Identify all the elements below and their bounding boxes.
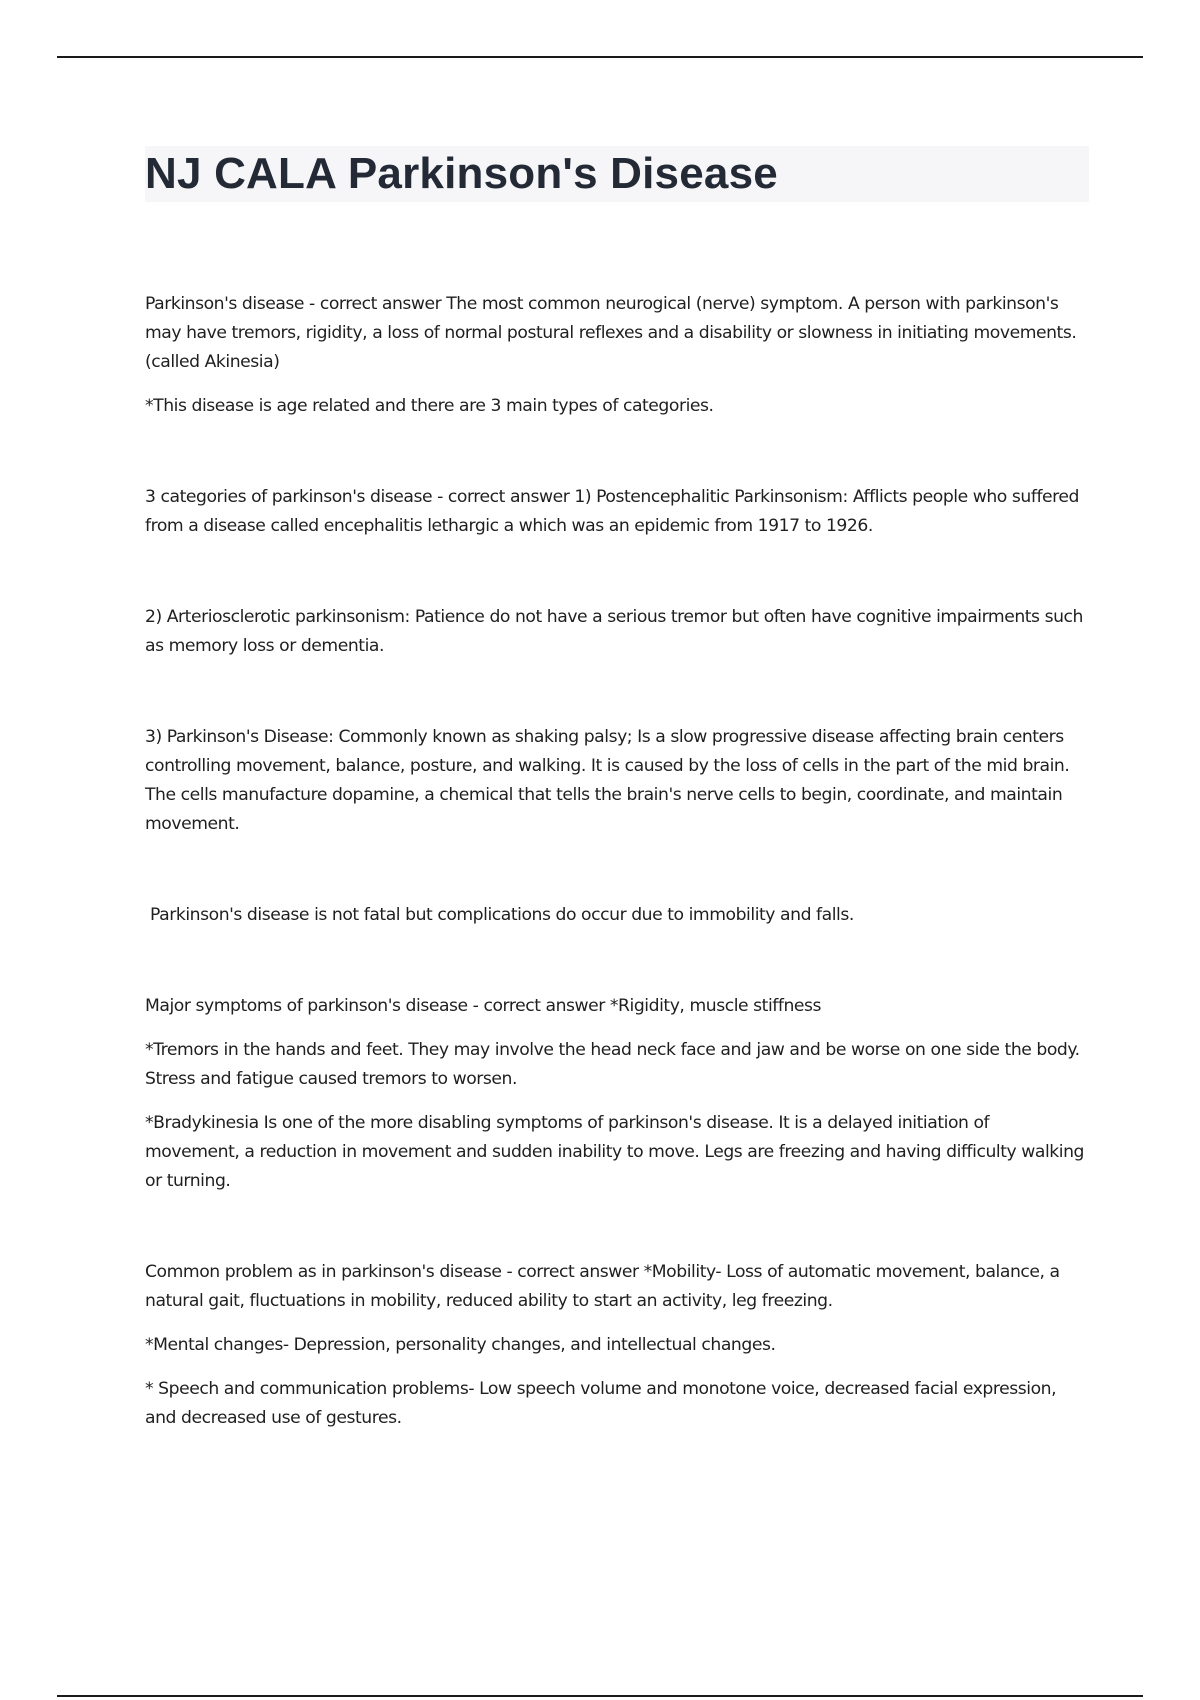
paragraph-common-problems: Common problem as in parkinson's disease - correct answer *Mobility- Loss of automatic movement, balance, a natural gait, fluctuations in mobility, reduced ability to start an activity, leg freezing. — [145, 1262, 1060, 1311]
paragraph-major-symptoms: Major symptoms of parkinson's disease - correct answer *Rigidity, muscle stiffness — [145, 996, 822, 1016]
document-body — [145, 290, 1085, 1433]
paragraph-bradykinesia: *Bradykinesia Is one of the more disabling symptoms of parkinson's disease. It is a delayed initiation of movement, a reduction in movement and sudden inability to move. Legs are freezing and having difficulty walking or turning. — [145, 1113, 1085, 1191]
paragraph-not-fatal: Parkinson's disease is not fatal but complications do occur due to immobility and falls. — [145, 905, 854, 925]
page-title: NJ CALA Parkinson's Disease — [145, 149, 778, 198]
paragraph-mental-changes: *Mental changes- Depression, personality changes, and intellectual changes. — [145, 1335, 776, 1355]
paragraph-tremors: *Tremors in the hands and feet. They may involve the head neck face and jaw and be worse on one side the body. Stress and fatigue caused tremors to worsen. — [145, 1040, 1080, 1089]
top-divider — [57, 56, 1143, 58]
paragraph-categories: 3 categories of parkinson's disease - correct answer 1) Postencephalitic Parkinsonism: Afflicts people who suffered from a disease called encephalitis lethargic a which was an epidemic from 1917 to 1926. — [145, 487, 1079, 536]
paragraph-arteriosclerotic: 2) Arteriosclerotic parkinsonism: Patience do not have a serious tremor but often have cognitive impairments such as memory loss or dementia. — [145, 607, 1083, 656]
paragraph-age-related: *This disease is age related and there are 3 main types of categories. — [145, 396, 714, 416]
bottom-divider — [57, 1695, 1143, 1697]
paragraph-parkinsons-definition: Parkinson's disease - correct answer The most common neurogical (nerve) symptom. A person with parkinson's may have tremors, rigidity, a loss of normal postural reflexes and a disability or slowness in initiating movements. (called Akinesia) — [145, 294, 1077, 372]
paragraph-parkinsons-disease-type: 3) Parkinson's Disease: Commonly known as shaking palsy; Is a slow progressive disease affecting brain centers controlling movement, balance, posture, and walking. It is caused by the loss of cells in the part of the mid brain. The cells manufacture dopamine, a chemical that tells the brain's nerve cells to begin, coordinate, and maintain movement. — [145, 727, 1070, 834]
paragraph-speech-problems: * Speech and communication problems- Low speech volume and monotone voice, decreased facial expression, and decreased use of gestures. — [145, 1379, 1057, 1428]
